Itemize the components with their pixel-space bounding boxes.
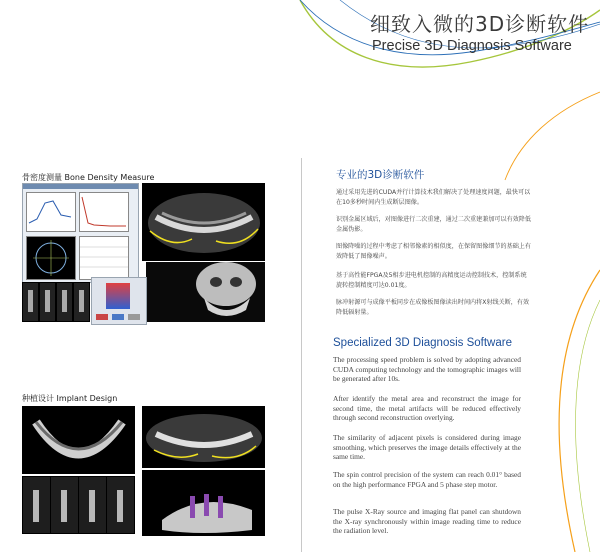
column-divider (301, 158, 302, 552)
cn-paragraph: 基于高性能FPGA及5相步进电机控制的高精度运动控制技术，控制系统旋转控制精度可达0.01度。 (336, 272, 527, 289)
dialog-color-swatch (112, 314, 124, 320)
implant-3d-render (142, 470, 265, 536)
dialog-color-swatch (128, 314, 140, 320)
section-heading-en: Specialized 3D Diagnosis Software (333, 337, 512, 349)
cn-paragraph: 脉冲射源可与成像平板同步在成像板图像读出时间内将X射线关断，有效降低辐射量。 (336, 299, 530, 316)
cn-paragraph: 图像降噪的过程中考虑了相邻像素的相似度，在保留图像细节的基础上有效降低了图像噪声。 (336, 243, 531, 260)
bone-density-caption: 骨密度测量 Bone Density Measure (22, 173, 155, 182)
bone-density-dialog (91, 277, 147, 325)
density-chart-right (79, 192, 129, 232)
skull-3d-render (146, 262, 265, 322)
implant-axial-slice (22, 406, 135, 474)
en-paragraph: The processing speed problem is solved by adopting advanced CUDA computing technology and the tomographic images will be generated after 10s. (333, 355, 521, 384)
en-paragraph: The similarity of adjacent pixels is considered during image smoothing, which preserves the image details effectively at the same time. (333, 433, 521, 462)
window-titlebar (23, 184, 138, 189)
software-window (22, 183, 139, 283)
density-table-view (79, 236, 129, 280)
cn-paragraph: 通过采用先进的CUDA并行计算技术我们解决了处理速度问题，最快可以在10多秒时间内生成断层图像。 (336, 189, 531, 206)
en-paragraph: The spin control precision of the system can reach 0.01° based on the high performance FPGA and 5 phase step motor. (333, 470, 521, 489)
density-chart-left (26, 192, 76, 232)
en-paragraph: After identify the metal area and reconstruct the image for second time, the metal artifacts will be reduced effectively through second reconstruction overlying. (333, 394, 521, 423)
panoramic-xray (142, 183, 265, 261)
page-title-en: Precise 3D Diagnosis Software (372, 38, 572, 54)
implant-cross-sections (22, 476, 135, 534)
section-heading-cn: 专业的3D诊断软件 (336, 169, 425, 181)
page-title-cn: 细致入微的3D诊断软件 (370, 12, 590, 36)
implant-design-caption: 种植设计 Implant Design (22, 394, 118, 403)
density-ring-view (26, 236, 76, 280)
density-color-map (106, 283, 130, 309)
ct-slice-strip (22, 282, 90, 322)
implant-panoramic (142, 406, 265, 468)
en-paragraph: The pulse X-Ray source and imaging flat panel can shutdown the X-ray synchronously within image reading time to reduce the radiation level. (333, 507, 521, 536)
dialog-color-swatch (96, 314, 108, 320)
cn-paragraph: 识别金属区域后，对图像进行二次重建，通过二次重建兼加可以有效降低金属伪影。 (336, 216, 531, 233)
